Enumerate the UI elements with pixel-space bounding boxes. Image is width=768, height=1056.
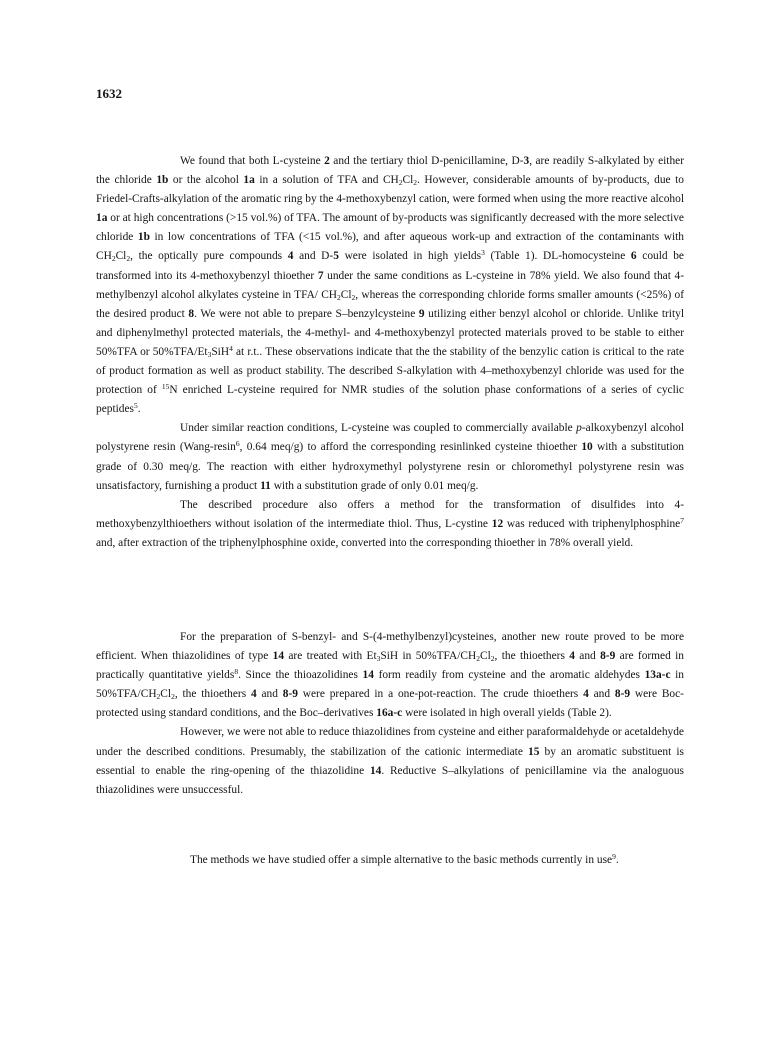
text-run: For the preparation of S-benzyl- and S-(4-methylbenzyl)cysteines, another new route proved to be more efficient. When thiazolidines of type [96,631,684,663]
body-text-section-1 [96,152,684,553]
text-run: SiH in 50%TFA/CH [380,650,477,663]
text-run: The described procedure also offers a method for the transformation of disulfides into 4-methoxybenzylthioethers without isolation of the intermediate thiol. Thus, L-cystine [96,498,684,530]
body-text-section-3 [96,851,684,870]
compound-number: 9 [418,307,425,320]
text-run: The methods we have studied offer a simple alternative to the basic methods currently in use [190,854,613,866]
text-run: in 50%TFA/CH [96,669,684,701]
text-run: , whereas the corresponding chloride forms smaller amounts (<25%) of the desired product [96,288,684,320]
compound-number: 10 [581,441,593,454]
text-run: and [574,650,601,663]
text-run: was reduced with triphenylphosphine [503,517,681,530]
subscript: 2 [337,292,341,302]
text-run: could be transformed into its 4-methoxybenzyl thioether [96,250,684,282]
text-run: -alkoxybenzyl alcohol polystyrene resin (Wang-resin [96,422,685,454]
compound-number: 8-9 [614,688,631,701]
compound-number: 11 [260,479,271,492]
compound-number: 13a-c [644,669,671,682]
text-run: by an aromatic substituent is essential to enable the ring-opening of the thiazolidine [96,745,684,777]
text-run: and the tertiary thiol D-penicillamine, D- [329,155,524,167]
superscript: 7 [680,515,684,525]
compound-number: 14 [369,764,382,777]
text-run: and, after extraction of the triphenylphosphine oxide, converted into the corresponding thioether in 78% overall yield. [96,536,634,549]
compound-number: 4 [583,688,589,701]
subscript: 2 [413,178,418,188]
compound-number: 1b [137,231,150,244]
superscript: 9 [612,852,616,861]
page-number: 1632 [96,86,122,101]
compound-number: 12 [491,517,504,530]
text-run: , 0.64 meq/g) to afford the corresponding resinlinked cysteine thioether [239,441,582,454]
subscript: 3 [207,349,212,359]
text-run: at r.t.. These observations indicate that the the stability of the benzylic cation is critical to the rate of product formation as well as product stability. The described S-alkylation with 4–methoxybenzyl chloride was used for the protection of [96,345,685,397]
text-run: Under similar reaction conditions, L-cysteine was coupled to commercially available [180,422,577,435]
text-run: Cl [402,174,414,187]
compound-number: 1a [96,212,108,225]
text-run: However, we were not able to reduce thiazolidines from cysteine and either paraformaldehyde or acetaldehyde under the described conditions. Presumably, the stabilization of the cationic intermediate [96,726,684,758]
subscript: 2 [156,692,161,702]
subscript: 2 [351,292,356,302]
superscript: 3 [481,248,485,258]
text-run: . [137,403,141,416]
text-run: and [256,688,283,701]
text-run: , the thioethers [174,688,251,701]
compound-number: 1a [243,174,255,187]
text-run: in low concentrations of TFA (<15 vol.%), and after aqueous work-up and extraction of the contaminants with CH [96,231,684,263]
subscript: 3 [376,654,381,664]
compound-number: 15 [528,745,540,758]
compound-number: 14 [272,650,285,663]
compound-number: 4 [569,650,575,663]
superscript: 8 [234,667,239,677]
paragraph [96,496,684,553]
compound-number: 4 [287,250,294,263]
text-run: were prepared in a one-pot-reaction. The crude thioethers [297,688,584,701]
italic-text: p [576,422,582,435]
text-run: or at high concentrations (>15 vol.%) of TFA. The amount of by-products was significantly decreased with the more selective chloride [96,212,684,244]
subscript: 2 [111,254,116,264]
text-run: utilizing either benzyl alcohol or chloride. Unlike trityl and diphenylmethyl protected materials, the 4-methyl- and 4-methoxybenzyl protected materials proved to be stable to either 50%TFA or 50%TFA/Et [96,307,684,358]
subscript: 2 [490,654,495,664]
text-run: Cl [160,688,172,701]
compound-number: 16a-c [376,707,403,720]
compound-number: 8 [188,307,195,320]
text-run: . We were not able to prepare S–benzylcysteine [194,307,419,320]
text-run: Cl [115,250,127,263]
text-run: (Table 1). DL-homocysteine [484,250,631,263]
compound-number: 8-9 [600,650,616,663]
paragraph [96,628,684,723]
compound-number: 4 [250,688,257,701]
compound-number: 8-9 [282,688,298,701]
compound-number: 5 [333,250,339,263]
compound-number: 14 [362,669,374,682]
compound-number: 1b [156,174,169,187]
text-run: N enriched L-cysteine required for NMR studies of the solution phase conformations of a series of cyclic peptides [96,384,684,416]
text-run: in a solution of TFA and CH [254,174,399,187]
text-run: , the optically pure compounds [130,250,288,263]
compound-number: 2 [324,155,330,167]
text-run: were Boc-protected using standard conditions, and the Boc–derivatives [96,688,684,720]
superscript: 4 [229,343,233,353]
subscript: 2 [126,254,131,264]
text-run: . However, considerable amounts of by-products, due to Friedel-Crafts-alkylation of the aromatic ring by the 4-methoxybenzyl cation, were formed when using the more reactive alcohol [96,174,684,206]
text-run: Cl [340,288,352,301]
paragraph [96,723,684,799]
text-run: We found that both L-cysteine [180,155,325,167]
text-run: SiH [211,345,230,358]
paragraph [96,419,684,495]
paragraph [96,851,684,870]
text-run: with a substitution grade of only 0.01 meq/g. [270,479,479,492]
paragraph [96,152,684,419]
compound-number: 3 [523,155,530,167]
compound-number: 6 [630,250,637,263]
body-text-section-2 [96,628,684,800]
text-run: with a substitution grade of 0.30 meq/g. The reaction with either hydroxymethyl polystyrene resin or chloromethyl polystyrene resin was unsatisfactory, furnishing a product [96,441,685,492]
text-run: . Since the thioazolidines [238,669,363,682]
text-run: and [588,688,615,701]
text-run: Cl [480,650,491,663]
superscript: 6 [235,439,240,449]
text-run: . [615,854,619,866]
subscript: 2 [398,178,403,188]
text-run: , are readily S-alkylated by either the chloride [96,155,685,187]
subscript: 2 [476,654,480,664]
text-run: are treated with Et [284,650,377,663]
superscript: 5 [133,401,138,411]
text-run: or the alcohol [168,174,244,187]
text-run: are formed in practically quantitative yields [96,650,684,682]
text-run: under the same conditions as L-cysteine in 78% yield. We also found that 4-methylbenzyl alcohol alkylates cysteine in TFA/ CH [96,269,684,301]
text-run: . Reductive S–alkylations of penicillamine via the analoguous thiazolidines were unsuccessful. [96,764,684,796]
subscript: 2 [171,692,175,702]
text-run: were isolated in high overall yields (Table 2). [402,707,612,720]
text-run: were isolated in high yields [338,250,482,263]
text-run: form readily from cysteine and the aromatic aldehydes [373,669,645,682]
text-run: and D- [293,250,334,263]
superscript: 15 [161,382,170,392]
compound-number: 7 [317,269,324,282]
text-run: , the thioethers [494,650,570,663]
